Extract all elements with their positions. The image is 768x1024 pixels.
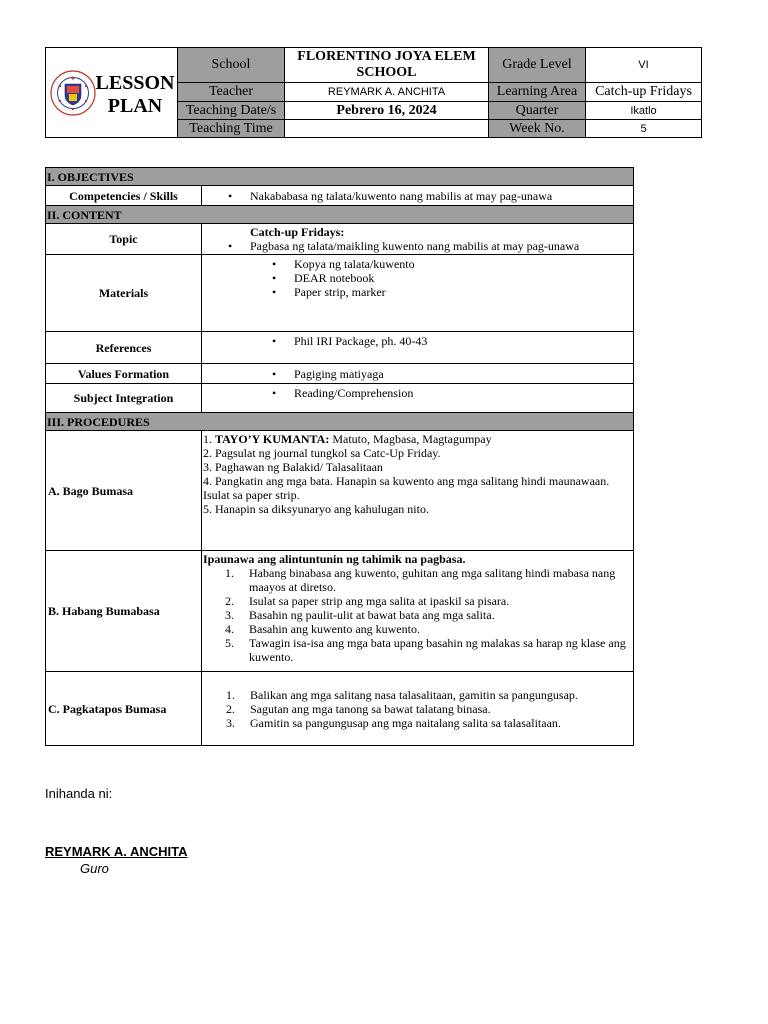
prepared-by-label: Inihanda ni:: [45, 786, 113, 801]
grade-level-label: Grade Level: [489, 48, 586, 83]
learning-area-label: Learning Area: [489, 83, 586, 102]
pagkatapos-step: [204, 702, 631, 716]
lesson-plan-title: LESSON PLAN: [95, 71, 175, 117]
references-cell: [202, 332, 634, 364]
subject-integration-label: Subject Integration: [46, 384, 202, 413]
learning-area-value: Catch-up Fridays: [586, 83, 702, 102]
competency-item: • Nakababasa ng talata/kuwento nang mabilis at may pag-unawa: [204, 189, 631, 203]
habang-step-number: 2.: [225, 594, 234, 608]
habang-step-text: Habang binabasa ang kuwento, guhitan ang mga salitang hindi mabasa nang maayos at diretso.: [249, 566, 616, 594]
pagkatapos-step: [204, 688, 631, 702]
habang-step-text: Tawagin isa-isa ang mga bata upang basahin ng malakas sa harap ng klase ang kuwento.: [249, 636, 626, 664]
week-no-value: 5: [586, 120, 702, 138]
materials-cell: [202, 255, 634, 332]
bago-bumasa-label: A. Bago Bumasa: [46, 431, 202, 551]
teaching-time-value: [285, 120, 489, 138]
habang-step-text: Isulat sa paper strip ang mga salita at ipaskil sa pisara.: [249, 594, 510, 608]
teacher-label: Teacher: [178, 83, 285, 102]
habang-step: [203, 566, 631, 594]
bago-step-1: [203, 432, 631, 446]
subject-integration-cell: [202, 384, 634, 413]
pagkatapos-step-text: Gamitin sa pangungusap ang mga naitalang salita sa talasalitaan.: [250, 715, 561, 730]
material-item: • Kopya ng talata/kuwento: [204, 257, 631, 271]
pagkatapos-step-text: Sagutan ang mga tanong sa bawat talatang binasa.: [250, 701, 491, 716]
bago-step: 3. Paghawan ng Balakid/ Talasalitaan: [203, 460, 383, 474]
competencies-label: Competencies / Skills: [46, 186, 202, 206]
reference-item: • Phil IRI Package, ph. 40-43: [204, 334, 631, 348]
lesson-table: [45, 167, 634, 746]
habang-step-number: 1.: [225, 566, 234, 580]
habang-step: [203, 594, 631, 608]
materials-label: Materials: [46, 255, 202, 332]
bago-step-1-number: 1.: [203, 432, 212, 446]
topic-cell: [202, 224, 634, 255]
objectives-heading: I. OBJECTIVES: [46, 168, 634, 186]
competencies-cell: [202, 186, 634, 206]
deped-seal-icon: [50, 70, 96, 116]
pagkatapos-step-text: Balikan ang mga salitang nasa talasalitaan, gamitin sa pangungusap.: [250, 687, 578, 702]
values-item: • Pagiging matiyaga: [204, 367, 631, 381]
habang-bumabasa-label: B. Habang Bumabasa: [46, 551, 202, 672]
habang-intro: Ipaunawa ang alintuntunin ng tahimik na pagbasa.: [203, 552, 466, 566]
content-heading: II. CONTENT: [46, 206, 634, 224]
values-formation-label: Values Formation: [46, 364, 202, 384]
bago-step: 5. Hanapin sa diksyunaryo ang kahulugan nito.: [203, 502, 429, 516]
habang-step-number: 4.: [225, 622, 234, 636]
habang-step: [203, 622, 631, 636]
habang-step-text: Basahin ng paulit-ulit at bawat bata ang mga salita.: [249, 608, 495, 622]
school-label: School: [178, 48, 285, 83]
integration-item: • Reading/Comprehension: [204, 386, 631, 400]
pagkatapos-step-number: 1.: [226, 687, 235, 702]
references-label: References: [46, 332, 202, 364]
pagkatapos-step-number: 3.: [226, 715, 235, 730]
topic-item: • Pagbasa ng talata/maikling kuwento nang mabilis at may pag-unawa: [204, 239, 631, 253]
grade-level-value: VI: [586, 48, 702, 83]
preparer-name: REYMARK A. ANCHITA: [45, 844, 188, 859]
teacher-value: REYMARK A. ANCHITA: [285, 83, 489, 102]
school-value: FLORENTINO JOYA ELEM SCHOOL: [285, 48, 489, 83]
habang-step: [203, 608, 631, 622]
teaching-date-label: Teaching Date/s: [178, 102, 285, 120]
pagkatapos-bumasa-label: C. Pagkatapos Bumasa: [46, 672, 202, 746]
teaching-time-label: Teaching Time: [178, 120, 285, 138]
habang-step-number: 3.: [225, 608, 234, 622]
pagkatapos-step-number: 2.: [226, 701, 235, 716]
procedures-heading: III. PROCEDURES: [46, 413, 634, 431]
quarter-label: Quarter: [489, 102, 586, 120]
logo-title-cell: [46, 48, 178, 138]
habang-step: [203, 636, 631, 664]
material-item: • DEAR notebook: [204, 271, 631, 285]
topic-title: Catch-up Fridays:: [250, 225, 345, 239]
habang-step-number: 5.: [225, 636, 234, 650]
preparer-role: Guro: [80, 861, 109, 876]
pagkatapos-bumasa-cell: [202, 672, 634, 746]
quarter-value: Ikatlo: [586, 102, 702, 120]
bago-step: 4. Pangkatin ang mga bata. Hanapin sa kuwento ang mga salitang hindi maunawaan. Isulat sa paper strip.: [203, 474, 610, 502]
week-no-label: Week No.: [489, 120, 586, 138]
header-table: [45, 47, 702, 138]
pagkatapos-step: [204, 716, 631, 730]
topic-label: Topic: [46, 224, 202, 255]
bago-step: 2. Pagsulat ng journal tungkol sa Catc-Up Friday.: [203, 446, 441, 460]
teaching-date-value: Pebrero 16, 2024: [285, 102, 489, 120]
habang-bumabasa-cell: [202, 551, 634, 672]
bago-step-1-bold: TAYO’Y KUMANTA:: [215, 432, 330, 446]
bago-bumasa-cell: [202, 431, 634, 551]
material-item: • Paper strip, marker: [204, 285, 631, 299]
values-formation-cell: [202, 364, 634, 384]
bago-step-1-rest: Matuto, Magbasa, Magtagumpay: [329, 432, 492, 446]
habang-step-text: Basahin ang kuwento ang kuwento.: [249, 622, 420, 636]
